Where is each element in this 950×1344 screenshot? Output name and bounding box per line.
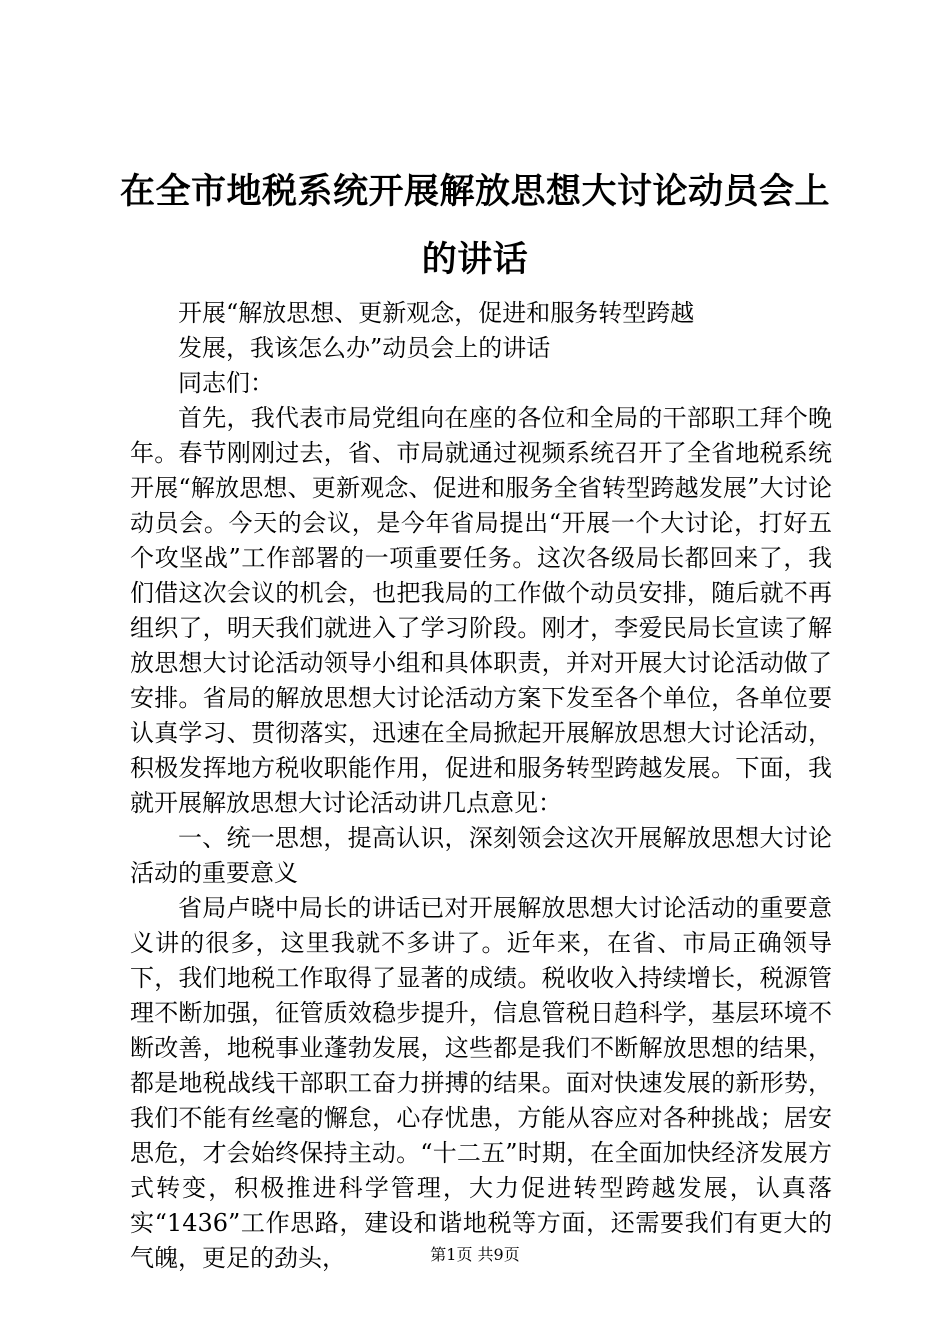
body-paragraph: 省局卢晓中局长的讲话已对开展解放思想大讨论活动的重要意义讲的很多，这里我就不多讲了。近年来，在省、市局正确领导下，我们地税工作取得了显著的成绩。税收收入持续增长，税源管理不断加强，征管质效稳步提升，信息管税日趋科学，基层环境不断改善，地税事业蓬勃发展，这些都是我们不断解放思想的结果，都是地税战线干部职工奋力拼搏的结果。面对快速发展的新形势，我们不能有丝毫的懈怠，心存忧患，方能从容应对各种挑战；居安思危，才会始终保持主动。“十二五”时期，在全面加快经济发展方式转变，积极推进科学管理，大力促进转型跨越发展，认真落实“1436”工作思路，建设和谐地税等方面，还需要我们有更大的气魄，更足的劲头， <box>130 894 832 1272</box>
salutation: 同志们： <box>178 369 274 397</box>
subtitle-line-2: 发展，我该怎么办”动员会上的讲话 <box>178 334 551 362</box>
document-title: 在全市地税系统开展解放思想大讨论动员会上的讲话 <box>120 172 831 280</box>
document-body <box>130 296 832 1276</box>
body-paragraph: 首先，我代表市局党组向在座的各位和全局的干部职工拜个晚年。春节刚刚过去，省、市局就通过视频系统召开了全省地税系统开展“解放思想、更新观念、促进和服务全省转型跨越发展”大讨论动员会。今天的会议，是今年省局提出“开展一个大讨论，打好五个攻坚战”工作部署的一项重要任务。这次各级局长都回来了，我们借这次会议的机会，也把我局的工作做个动员安排，随后就不再组织了，明天我们就进入了学习阶段。刚才，李爱民局长宣读了解放思想大讨论活动领导小组和具体职责，并对开展大讨论活动做了安排。省局的解放思想大讨论活动方案下发至各个单位，各单位要认真学习、贯彻落实，迅速在全局掀起开展解放思想大讨论活动，积极发挥地方税收职能作用，促进和服务转型跨越发展。下面，我就开展解放思想大讨论活动讲几点意见： <box>130 404 832 817</box>
section-heading: 一、统一思想，提高认识，深刻领会这次开展解放思想大讨论活动的重要意义 <box>130 824 832 887</box>
page-number-footer: 第1页 共9页 <box>430 1245 520 1264</box>
subtitle-line-1: 开展“解放思想、更新观念，促进和服务转型跨越 <box>178 299 695 327</box>
